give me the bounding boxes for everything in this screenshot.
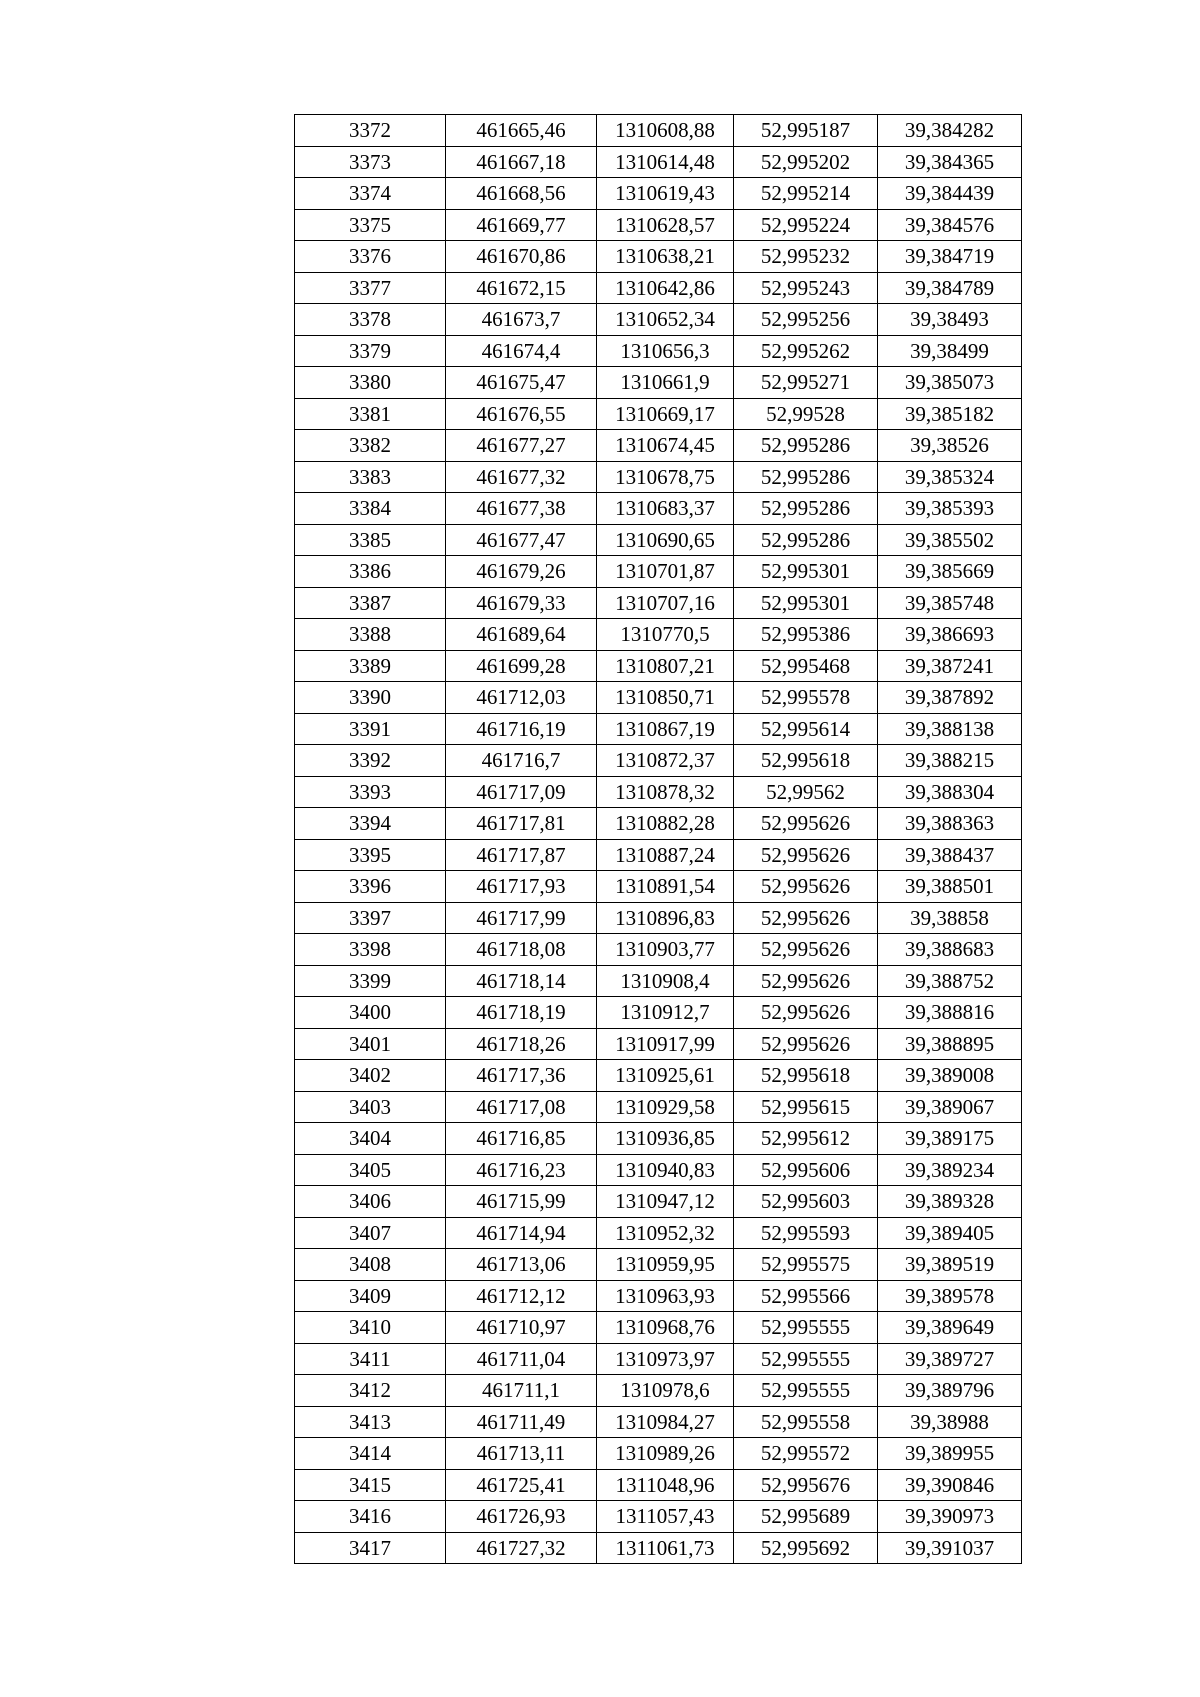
y-coordinate-cell: 1310891,54 <box>597 871 734 903</box>
point-number-cell: 3401 <box>295 1028 446 1060</box>
longitude-cell: 39,389649 <box>878 1312 1022 1344</box>
table-row <box>295 1438 1022 1470</box>
x-coordinate-cell: 461718,26 <box>446 1028 597 1060</box>
latitude-cell: 52,995286 <box>734 461 878 493</box>
table-row <box>295 367 1022 399</box>
latitude-cell: 52,995626 <box>734 965 878 997</box>
point-number-cell: 3397 <box>295 902 446 934</box>
table-row <box>295 902 1022 934</box>
point-number-cell: 3394 <box>295 808 446 840</box>
y-coordinate-cell: 1310878,32 <box>597 776 734 808</box>
x-coordinate-cell: 461718,08 <box>446 934 597 966</box>
x-coordinate-cell: 461715,99 <box>446 1186 597 1218</box>
longitude-cell: 39,389175 <box>878 1123 1022 1155</box>
y-coordinate-cell: 1310925,61 <box>597 1060 734 1092</box>
longitude-cell: 39,384789 <box>878 272 1022 304</box>
x-coordinate-cell: 461673,7 <box>446 304 597 336</box>
point-number-cell: 3404 <box>295 1123 446 1155</box>
latitude-cell: 52,995603 <box>734 1186 878 1218</box>
longitude-cell: 39,388895 <box>878 1028 1022 1060</box>
x-coordinate-cell: 461679,33 <box>446 587 597 619</box>
x-coordinate-cell: 461717,87 <box>446 839 597 871</box>
latitude-cell: 52,995626 <box>734 871 878 903</box>
y-coordinate-cell: 1310619,43 <box>597 178 734 210</box>
longitude-cell: 39,388215 <box>878 745 1022 777</box>
table-row <box>295 1249 1022 1281</box>
longitude-cell: 39,390846 <box>878 1469 1022 1501</box>
latitude-cell: 52,995566 <box>734 1280 878 1312</box>
x-coordinate-cell: 461725,41 <box>446 1469 597 1501</box>
y-coordinate-cell: 1310608,88 <box>597 115 734 147</box>
latitude-cell: 52,995286 <box>734 493 878 525</box>
y-coordinate-cell: 1310908,4 <box>597 965 734 997</box>
table-row <box>295 1217 1022 1249</box>
x-coordinate-cell: 461711,04 <box>446 1343 597 1375</box>
longitude-cell: 39,389234 <box>878 1154 1022 1186</box>
x-coordinate-cell: 461699,28 <box>446 650 597 682</box>
x-coordinate-cell: 461717,08 <box>446 1091 597 1123</box>
point-number-cell: 3406 <box>295 1186 446 1218</box>
table-row <box>295 713 1022 745</box>
x-coordinate-cell: 461717,36 <box>446 1060 597 1092</box>
y-coordinate-cell: 1310669,17 <box>597 398 734 430</box>
x-coordinate-cell: 461670,86 <box>446 241 597 273</box>
x-coordinate-cell: 461716,23 <box>446 1154 597 1186</box>
x-coordinate-cell: 461718,19 <box>446 997 597 1029</box>
table-row <box>295 304 1022 336</box>
latitude-cell: 52,995386 <box>734 619 878 651</box>
point-number-cell: 3389 <box>295 650 446 682</box>
x-coordinate-cell: 461716,19 <box>446 713 597 745</box>
y-coordinate-cell: 1310887,24 <box>597 839 734 871</box>
latitude-cell: 52,995262 <box>734 335 878 367</box>
point-number-cell: 3386 <box>295 556 446 588</box>
x-coordinate-cell: 461717,93 <box>446 871 597 903</box>
table-row <box>295 776 1022 808</box>
latitude-cell: 52,995555 <box>734 1343 878 1375</box>
latitude-cell: 52,995614 <box>734 713 878 745</box>
table-row <box>295 1123 1022 1155</box>
x-coordinate-cell: 461710,97 <box>446 1312 597 1344</box>
point-number-cell: 3373 <box>295 146 446 178</box>
point-number-cell: 3392 <box>295 745 446 777</box>
point-number-cell: 3372 <box>295 115 446 147</box>
longitude-cell: 39,389578 <box>878 1280 1022 1312</box>
table-row <box>295 965 1022 997</box>
point-number-cell: 3402 <box>295 1060 446 1092</box>
y-coordinate-cell: 1310678,75 <box>597 461 734 493</box>
point-number-cell: 3395 <box>295 839 446 871</box>
point-number-cell: 3379 <box>295 335 446 367</box>
latitude-cell: 52,995558 <box>734 1406 878 1438</box>
table-row <box>295 1091 1022 1123</box>
x-coordinate-cell: 461677,32 <box>446 461 597 493</box>
x-coordinate-cell: 461714,94 <box>446 1217 597 1249</box>
latitude-cell: 52,995256 <box>734 304 878 336</box>
table-row <box>295 335 1022 367</box>
x-coordinate-cell: 461676,55 <box>446 398 597 430</box>
longitude-cell: 39,389008 <box>878 1060 1022 1092</box>
latitude-cell: 52,995555 <box>734 1375 878 1407</box>
y-coordinate-cell: 1310770,5 <box>597 619 734 651</box>
table-row <box>295 997 1022 1029</box>
longitude-cell: 39,388683 <box>878 934 1022 966</box>
table-row <box>295 1280 1022 1312</box>
longitude-cell: 39,38526 <box>878 430 1022 462</box>
table-row <box>295 1154 1022 1186</box>
point-number-cell: 3408 <box>295 1249 446 1281</box>
point-number-cell: 3416 <box>295 1501 446 1533</box>
table-row <box>295 1028 1022 1060</box>
latitude-cell: 52,995286 <box>734 524 878 556</box>
latitude-cell: 52,995202 <box>734 146 878 178</box>
longitude-cell: 39,385182 <box>878 398 1022 430</box>
table-row <box>295 650 1022 682</box>
point-number-cell: 3409 <box>295 1280 446 1312</box>
x-coordinate-cell: 461718,14 <box>446 965 597 997</box>
latitude-cell: 52,995187 <box>734 115 878 147</box>
latitude-cell: 52,995618 <box>734 745 878 777</box>
point-number-cell: 3417 <box>295 1532 446 1564</box>
latitude-cell: 52,99562 <box>734 776 878 808</box>
x-coordinate-cell: 461712,03 <box>446 682 597 714</box>
latitude-cell: 52,995626 <box>734 808 878 840</box>
y-coordinate-cell: 1310614,48 <box>597 146 734 178</box>
point-number-cell: 3377 <box>295 272 446 304</box>
point-number-cell: 3381 <box>295 398 446 430</box>
longitude-cell: 39,389796 <box>878 1375 1022 1407</box>
latitude-cell: 52,995676 <box>734 1469 878 1501</box>
point-number-cell: 3413 <box>295 1406 446 1438</box>
longitude-cell: 39,389955 <box>878 1438 1022 1470</box>
x-coordinate-cell: 461674,4 <box>446 335 597 367</box>
point-number-cell: 3403 <box>295 1091 446 1123</box>
y-coordinate-cell: 1310642,86 <box>597 272 734 304</box>
y-coordinate-cell: 1310989,26 <box>597 1438 734 1470</box>
longitude-cell: 39,389519 <box>878 1249 1022 1281</box>
point-number-cell: 3388 <box>295 619 446 651</box>
point-number-cell: 3384 <box>295 493 446 525</box>
latitude-cell: 52,995689 <box>734 1501 878 1533</box>
y-coordinate-cell: 1310936,85 <box>597 1123 734 1155</box>
point-number-cell: 3380 <box>295 367 446 399</box>
longitude-cell: 39,387241 <box>878 650 1022 682</box>
longitude-cell: 39,384365 <box>878 146 1022 178</box>
point-number-cell: 3411 <box>295 1343 446 1375</box>
table-row <box>295 619 1022 651</box>
table-row <box>295 1186 1022 1218</box>
x-coordinate-cell: 461689,64 <box>446 619 597 651</box>
y-coordinate-cell: 1310896,83 <box>597 902 734 934</box>
table-row <box>295 556 1022 588</box>
y-coordinate-cell: 1310683,37 <box>597 493 734 525</box>
x-coordinate-cell: 461675,47 <box>446 367 597 399</box>
y-coordinate-cell: 1310912,7 <box>597 997 734 1029</box>
x-coordinate-cell: 461677,47 <box>446 524 597 556</box>
x-coordinate-cell: 461669,77 <box>446 209 597 241</box>
y-coordinate-cell: 1310652,34 <box>597 304 734 336</box>
point-number-cell: 3400 <box>295 997 446 1029</box>
longitude-cell: 39,388501 <box>878 871 1022 903</box>
x-coordinate-cell: 461679,26 <box>446 556 597 588</box>
latitude-cell: 52,995626 <box>734 839 878 871</box>
point-number-cell: 3387 <box>295 587 446 619</box>
latitude-cell: 52,995214 <box>734 178 878 210</box>
y-coordinate-cell: 1310707,16 <box>597 587 734 619</box>
y-coordinate-cell: 1310929,58 <box>597 1091 734 1123</box>
point-number-cell: 3399 <box>295 965 446 997</box>
latitude-cell: 52,995593 <box>734 1217 878 1249</box>
table-row <box>295 1312 1022 1344</box>
latitude-cell: 52,995612 <box>734 1123 878 1155</box>
point-number-cell: 3378 <box>295 304 446 336</box>
y-coordinate-cell: 1310656,3 <box>597 335 734 367</box>
longitude-cell: 39,384576 <box>878 209 1022 241</box>
x-coordinate-cell: 461712,12 <box>446 1280 597 1312</box>
y-coordinate-cell: 1310872,37 <box>597 745 734 777</box>
coordinates-table-body <box>295 115 1022 1564</box>
longitude-cell: 39,385073 <box>878 367 1022 399</box>
x-coordinate-cell: 461668,56 <box>446 178 597 210</box>
latitude-cell: 52,995626 <box>734 902 878 934</box>
latitude-cell: 52,995626 <box>734 934 878 966</box>
table-row <box>295 745 1022 777</box>
x-coordinate-cell: 461677,38 <box>446 493 597 525</box>
y-coordinate-cell: 1310959,95 <box>597 1249 734 1281</box>
longitude-cell: 39,384439 <box>878 178 1022 210</box>
longitude-cell: 39,388138 <box>878 713 1022 745</box>
y-coordinate-cell: 1311061,73 <box>597 1532 734 1564</box>
y-coordinate-cell: 1310628,57 <box>597 209 734 241</box>
y-coordinate-cell: 1310674,45 <box>597 430 734 462</box>
latitude-cell: 52,995572 <box>734 1438 878 1470</box>
longitude-cell: 39,385393 <box>878 493 1022 525</box>
point-number-cell: 3412 <box>295 1375 446 1407</box>
y-coordinate-cell: 1311048,96 <box>597 1469 734 1501</box>
x-coordinate-cell: 461677,27 <box>446 430 597 462</box>
longitude-cell: 39,389405 <box>878 1217 1022 1249</box>
table-row <box>295 808 1022 840</box>
y-coordinate-cell: 1310638,21 <box>597 241 734 273</box>
longitude-cell: 39,38858 <box>878 902 1022 934</box>
longitude-cell: 39,390973 <box>878 1501 1022 1533</box>
latitude-cell: 52,995271 <box>734 367 878 399</box>
table-row <box>295 1060 1022 1092</box>
point-number-cell: 3376 <box>295 241 446 273</box>
point-number-cell: 3414 <box>295 1438 446 1470</box>
y-coordinate-cell: 1310661,9 <box>597 367 734 399</box>
point-number-cell: 3391 <box>295 713 446 745</box>
point-number-cell: 3398 <box>295 934 446 966</box>
longitude-cell: 39,38493 <box>878 304 1022 336</box>
table-row <box>295 524 1022 556</box>
y-coordinate-cell: 1310701,87 <box>597 556 734 588</box>
x-coordinate-cell: 461711,49 <box>446 1406 597 1438</box>
longitude-cell: 39,388363 <box>878 808 1022 840</box>
y-coordinate-cell: 1310978,6 <box>597 1375 734 1407</box>
y-coordinate-cell: 1310940,83 <box>597 1154 734 1186</box>
table-row <box>295 871 1022 903</box>
table-row <box>295 1343 1022 1375</box>
x-coordinate-cell: 461713,11 <box>446 1438 597 1470</box>
table-row <box>295 461 1022 493</box>
y-coordinate-cell: 1310690,65 <box>597 524 734 556</box>
table-row <box>295 682 1022 714</box>
point-number-cell: 3407 <box>295 1217 446 1249</box>
latitude-cell: 52,995301 <box>734 556 878 588</box>
latitude-cell: 52,995232 <box>734 241 878 273</box>
table-row <box>295 1375 1022 1407</box>
longitude-cell: 39,386693 <box>878 619 1022 651</box>
latitude-cell: 52,995555 <box>734 1312 878 1344</box>
longitude-cell: 39,388304 <box>878 776 1022 808</box>
longitude-cell: 39,38988 <box>878 1406 1022 1438</box>
point-number-cell: 3415 <box>295 1469 446 1501</box>
table-row <box>295 272 1022 304</box>
x-coordinate-cell: 461716,7 <box>446 745 597 777</box>
y-coordinate-cell: 1310882,28 <box>597 808 734 840</box>
longitude-cell: 39,38499 <box>878 335 1022 367</box>
y-coordinate-cell: 1310903,77 <box>597 934 734 966</box>
longitude-cell: 39,385669 <box>878 556 1022 588</box>
latitude-cell: 52,995578 <box>734 682 878 714</box>
y-coordinate-cell: 1310952,32 <box>597 1217 734 1249</box>
latitude-cell: 52,995224 <box>734 209 878 241</box>
longitude-cell: 39,388437 <box>878 839 1022 871</box>
table-row <box>295 1532 1022 1564</box>
point-number-cell: 3383 <box>295 461 446 493</box>
table-row <box>295 1406 1022 1438</box>
x-coordinate-cell: 461665,46 <box>446 115 597 147</box>
longitude-cell: 39,389067 <box>878 1091 1022 1123</box>
y-coordinate-cell: 1310973,97 <box>597 1343 734 1375</box>
latitude-cell: 52,995468 <box>734 650 878 682</box>
table-row <box>295 839 1022 871</box>
table-row <box>295 1469 1022 1501</box>
point-number-cell: 3375 <box>295 209 446 241</box>
y-coordinate-cell: 1310984,27 <box>597 1406 734 1438</box>
longitude-cell: 39,387892 <box>878 682 1022 714</box>
point-number-cell: 3405 <box>295 1154 446 1186</box>
latitude-cell: 52,995301 <box>734 587 878 619</box>
y-coordinate-cell: 1311057,43 <box>597 1501 734 1533</box>
table-row <box>295 146 1022 178</box>
table-row <box>295 241 1022 273</box>
longitude-cell: 39,385748 <box>878 587 1022 619</box>
longitude-cell: 39,384282 <box>878 115 1022 147</box>
table-row <box>295 934 1022 966</box>
longitude-cell: 39,385324 <box>878 461 1022 493</box>
y-coordinate-cell: 1310850,71 <box>597 682 734 714</box>
point-number-cell: 3396 <box>295 871 446 903</box>
x-coordinate-cell: 461672,15 <box>446 272 597 304</box>
longitude-cell: 39,391037 <box>878 1532 1022 1564</box>
latitude-cell: 52,995243 <box>734 272 878 304</box>
x-coordinate-cell: 461716,85 <box>446 1123 597 1155</box>
longitude-cell: 39,384719 <box>878 241 1022 273</box>
table-row <box>295 209 1022 241</box>
x-coordinate-cell: 461717,99 <box>446 902 597 934</box>
x-coordinate-cell: 461667,18 <box>446 146 597 178</box>
point-number-cell: 3410 <box>295 1312 446 1344</box>
latitude-cell: 52,995286 <box>734 430 878 462</box>
coordinates-table <box>294 114 1022 1564</box>
latitude-cell: 52,995618 <box>734 1060 878 1092</box>
y-coordinate-cell: 1310917,99 <box>597 1028 734 1060</box>
longitude-cell: 39,385502 <box>878 524 1022 556</box>
point-number-cell: 3374 <box>295 178 446 210</box>
longitude-cell: 39,389328 <box>878 1186 1022 1218</box>
point-number-cell: 3385 <box>295 524 446 556</box>
latitude-cell: 52,995575 <box>734 1249 878 1281</box>
longitude-cell: 39,388752 <box>878 965 1022 997</box>
table-row <box>295 493 1022 525</box>
table-row <box>295 430 1022 462</box>
x-coordinate-cell: 461727,32 <box>446 1532 597 1564</box>
point-number-cell: 3393 <box>295 776 446 808</box>
latitude-cell: 52,995615 <box>734 1091 878 1123</box>
table-row <box>295 115 1022 147</box>
x-coordinate-cell: 461711,1 <box>446 1375 597 1407</box>
latitude-cell: 52,995626 <box>734 997 878 1029</box>
y-coordinate-cell: 1310867,19 <box>597 713 734 745</box>
x-coordinate-cell: 461713,06 <box>446 1249 597 1281</box>
table-row <box>295 587 1022 619</box>
table-row <box>295 398 1022 430</box>
y-coordinate-cell: 1310807,21 <box>597 650 734 682</box>
y-coordinate-cell: 1310963,93 <box>597 1280 734 1312</box>
y-coordinate-cell: 1310947,12 <box>597 1186 734 1218</box>
latitude-cell: 52,995692 <box>734 1532 878 1564</box>
latitude-cell: 52,995626 <box>734 1028 878 1060</box>
x-coordinate-cell: 461726,93 <box>446 1501 597 1533</box>
latitude-cell: 52,99528 <box>734 398 878 430</box>
x-coordinate-cell: 461717,09 <box>446 776 597 808</box>
point-number-cell: 3382 <box>295 430 446 462</box>
longitude-cell: 39,389727 <box>878 1343 1022 1375</box>
point-number-cell: 3390 <box>295 682 446 714</box>
x-coordinate-cell: 461717,81 <box>446 808 597 840</box>
y-coordinate-cell: 1310968,76 <box>597 1312 734 1344</box>
latitude-cell: 52,995606 <box>734 1154 878 1186</box>
table-row <box>295 1501 1022 1533</box>
table-row <box>295 178 1022 210</box>
longitude-cell: 39,388816 <box>878 997 1022 1029</box>
